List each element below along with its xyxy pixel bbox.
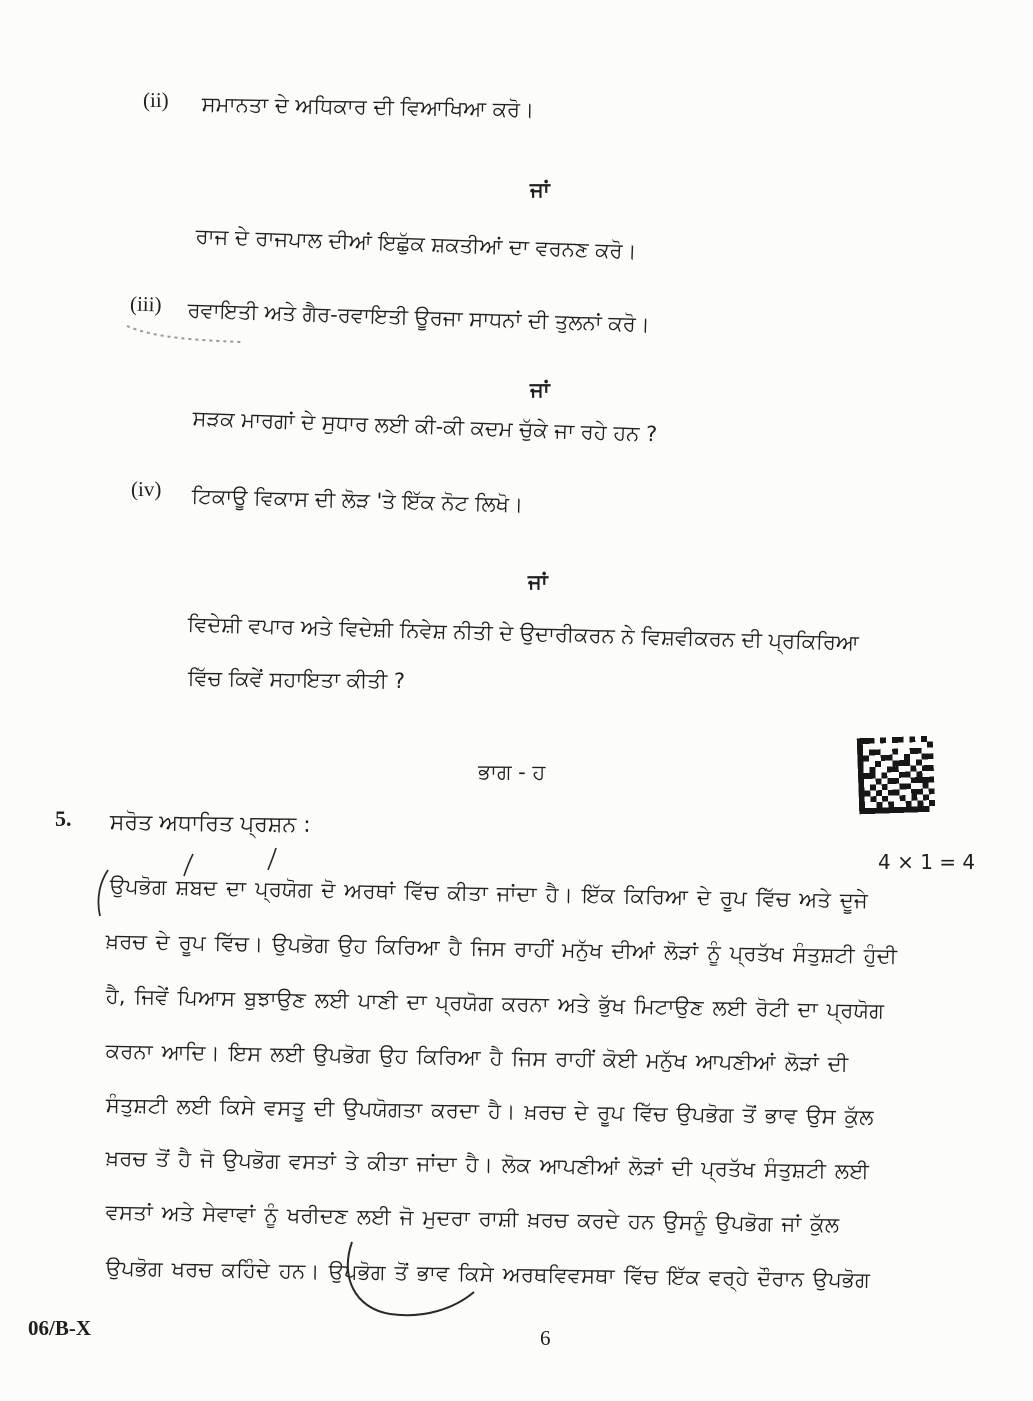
or-separator-1: ਜਾਂ bbox=[530, 178, 550, 202]
section-heading: ਭਾਗ - ਹ bbox=[477, 759, 546, 785]
or-separator-2: ਜਾਂ bbox=[530, 378, 550, 402]
passage-line: ਖ਼ਰਚ ਤੋਂ ਹੈ ਜੋ ਉਪਭੋਗ ਵਸਤਾਂ ਤੇ ਕੀਤਾ ਜਾਂਦਾ ਹੈ। ਲੋਕ ਆਪਣੀਆਂ ਲੋੜਾਂ ਦੀ ਪ੍ਰਤੱਖ ਸੰਤੁਸ਼ਟੀ ਲਈ bbox=[105, 1146, 870, 1184]
question-iii-alternative-text: ਸੜਕ ਮਾਰਗਾਂ ਦੇ ਸੁਧਾਰ ਲਈ ਕੀ-ਕੀ ਕਦਮ ਚੁੱਕੇ ਜਾ ਰਹੇ ਹਨ ? bbox=[192, 406, 658, 447]
passage-line: ਵਸਤਾਂ ਅਤੇ ਸੇਵਾਵਾਂ ਨੂੰ ਖਰੀਦਣ ਲਈ ਜੋ ਮੁਦਰਾ ਰਾਸ਼ੀ ਖ਼ਰਚ ਕਰਦੇ ਹਨ ਉਸਨੂੰ ਉਪਭੋਗ ਜਾਂ ਕੁੱਲ bbox=[105, 1200, 840, 1237]
question-iii-number: (iii) bbox=[129, 291, 162, 317]
passage-line: ਉਪਭੋਗ ਸ਼ਬਦ ਦਾ ਪ੍ਰਯੋਗ ਦੋ ਅਰਥਾਂ ਵਿੱਚ ਕੀਤਾ ਜਾਂਦਾ ਹੈ। ਇੱਕ ਕਿਰਿਆ ਦੇ ਰੂਪ ਵਿੱਚ ਅਤੇ ਦੂਜੇ bbox=[109, 874, 869, 913]
passage-line: ਸੰਤੁਸ਼ਟੀ ਲਈ ਕਿਸੇ ਵਸਤੂ ਦੀ ਉਪਯੋਗਤਾ ਕਰਦਾ ਹੈ। ਖ਼ਰਚ ਦੇ ਰੂਪ ਵਿੱਚ ਉਪਭੋਗ ਤੋਂ ਭਾਵ ਉਸ ਕੁੱਲ bbox=[105, 1093, 874, 1130]
question-ii-number: (ii) bbox=[143, 88, 169, 112]
footer-page-number: 6 bbox=[540, 1326, 551, 1350]
question-5-title: ਸਰੋਤ ਅਧਾਰਿਤ ਪ੍ਰਸ਼ਨ : bbox=[109, 810, 311, 838]
marks-allocation: 4 × 1 = 4 bbox=[878, 850, 976, 874]
passage-line: ਖ਼ਰਚ ਦੇ ਰੂਪ ਵਿੱਚ। ਉਪਭੋਗ ਉਹ ਕਿਰਿਆ ਹੈ ਜਿਸ ਰਾਹੀਂ ਮਨੁੱਖ ਦੀਆਂ ਲੋੜਾਂ ਨੂੰ ਪ੍ਰਤੱਖ ਸੰਤੁਸ਼ਟੀ ਹੁੰਦੀ bbox=[105, 929, 898, 969]
ink-mark bbox=[182, 852, 196, 878]
question-iii-text: ਰਵਾਇਤੀ ਅਤੇ ਗੈਰ-ਰਵਾਇਤੀ ਊਰਜਾ ਸਾਧਨਾਂ ਦੀ ਤੁਲਨਾਂ ਕਰੋ। bbox=[187, 298, 651, 337]
footer-paper-code: 06/B-X bbox=[28, 1316, 91, 1340]
passage-line: ਕਰਨਾ ਆਦਿ। ਇਸ ਲਈ ਉਪਭੋਗ ਉਹ ਕਿਰਿਆ ਹੈ ਜਿਸ ਰਾਹੀਂ ਕੋਈ ਮਨੁੱਖ ਆਪਣੀਆਂ ਲੋੜਾਂ ਦੀ bbox=[105, 1039, 849, 1076]
question-iv-number: (iv) bbox=[131, 477, 162, 501]
question-ii-text: ਸਮਾਨਤਾ ਦੇ ਅਧਿਕਾਰ ਦੀ ਵਿਆਖਿਆ ਕਰੋ। bbox=[201, 92, 535, 122]
or-separator-3: ਜਾਂ bbox=[528, 570, 548, 594]
question-iv-alternative-line1: ਵਿਦੇਸ਼ੀ ਵਪਾਰ ਅਤੇ ਵਿਦੇਸ਼ੀ ਨਿਵੇਸ਼ ਨੀਤੀ ਦੇ ਉਦਾਰੀਕਰਨ ਨੇ ਵਿਸ਼ਵੀਕਰਨ ਦੀ ਪ੍ਰਕਿਰਿਆ bbox=[187, 612, 860, 655]
passage-line: ਹੈ, ਜਿਵੇਂ ਪਿਆਸ ਬੁਝਾਉਣ ਲਈ ਪਾਣੀ ਦਾ ਪ੍ਰਯੋਗ ਕਰਨਾ ਅਤੇ ਭੁੱਖ ਮਿਟਾਉਣ ਲਈ ਰੋਟੀ ਦਾ ਪ੍ਰਯੋਗ bbox=[105, 984, 885, 1023]
ink-mark bbox=[125, 322, 245, 346]
ink-mark bbox=[266, 846, 278, 872]
question-5-number: 5. bbox=[55, 806, 72, 831]
question-ii-alternative-text: ਰਾਜ ਦੇ ਰਾਜਪਾਲ ਦੀਆਂ ਇਛੁੱਕ ਸ਼ਕਤੀਆਂ ਦਾ ਵਰਨਣ ਕਰੋ। bbox=[195, 224, 638, 264]
question-iv-alternative-line2: ਵਿੱਚ ਕਿਵੇਂ ਸਹਾਇਤਾ ਕੀਤੀ ? bbox=[187, 666, 406, 694]
datamatrix-code-icon bbox=[857, 735, 936, 816]
question-iv-text: ਟਿਕਾਊ ਵਿਕਾਸ ਦੀ ਲੋੜ 'ਤੇ ਇੱਕ ਨੋਟ ਲਿਖੋ। bbox=[191, 484, 524, 517]
passage-line: ਉਪਭੋਗ ਖਰਚ ਕਹਿੰਦੇ ਹਨ। ਉਪਭੋਗ ਤੋਂ ਭਾਵ ਕਿਸੇ ਅਰਥਵਿਵਸਥਾ ਵਿੱਚ ਇੱਕ ਵਰ੍ਹੇ ਦੌਰਾਨ ਉਪਭੋਗ bbox=[105, 1256, 871, 1293]
